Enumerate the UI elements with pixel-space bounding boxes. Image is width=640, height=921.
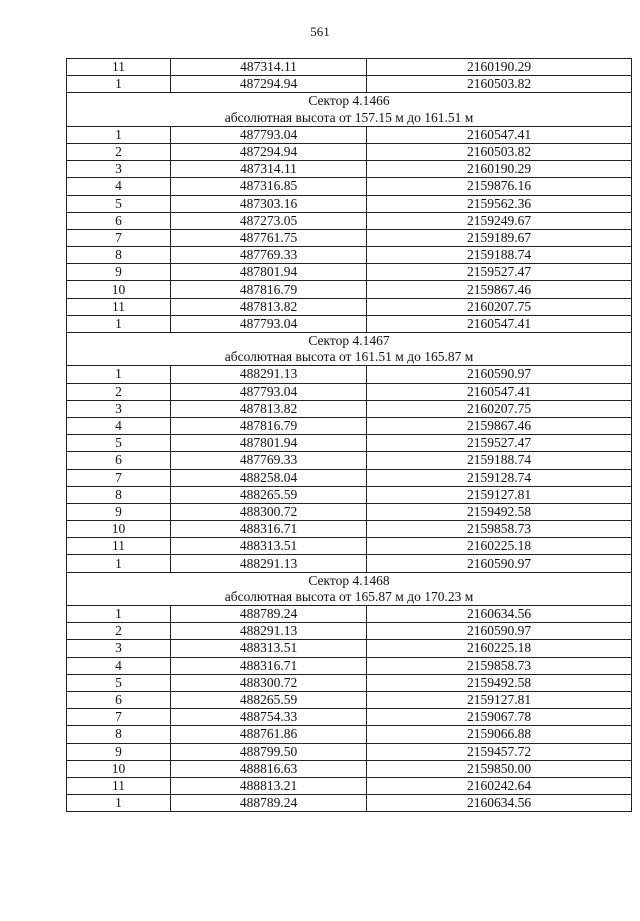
table-row: [67, 777, 632, 794]
point-number-cell: 6: [67, 212, 171, 229]
x-coordinate-cell: 488291.13: [171, 366, 367, 383]
y-coordinate-cell: 2160547.41: [367, 383, 632, 400]
table-row: [67, 538, 632, 555]
point-number-cell: 3: [67, 161, 171, 178]
sector-title: Сектор 4.1468: [67, 572, 632, 589]
point-number-cell: 9: [67, 743, 171, 760]
x-coordinate-cell: 488300.72: [171, 674, 367, 691]
table-row: [67, 281, 632, 298]
point-number-cell: 5: [67, 195, 171, 212]
y-coordinate-cell: 2159562.36: [367, 195, 632, 212]
y-coordinate-cell: 2160634.56: [367, 606, 632, 623]
table-row: [67, 59, 632, 76]
y-coordinate-cell: 2160503.82: [367, 76, 632, 93]
y-coordinate-cell: 2159876.16: [367, 178, 632, 195]
table-row: [67, 178, 632, 195]
point-number-cell: 10: [67, 521, 171, 538]
x-coordinate-cell: 487816.79: [171, 417, 367, 434]
y-coordinate-cell: 2160190.29: [367, 59, 632, 76]
y-coordinate-cell: 2159066.88: [367, 726, 632, 743]
x-coordinate-cell: 488291.13: [171, 555, 367, 572]
point-number-cell: 2: [67, 143, 171, 160]
point-number-cell: 11: [67, 298, 171, 315]
y-coordinate-cell: 2159858.73: [367, 657, 632, 674]
point-number-cell: 6: [67, 452, 171, 469]
point-number-cell: 1: [67, 795, 171, 812]
table-row: [67, 521, 632, 538]
point-number-cell: 10: [67, 281, 171, 298]
point-number-cell: 1: [67, 555, 171, 572]
table-row: [67, 674, 632, 691]
point-number-cell: 5: [67, 674, 171, 691]
table-row: [67, 264, 632, 281]
sector-altitude-range: абсолютная высота от 161.51 м до 165.87 м: [67, 349, 632, 366]
table-row: [67, 640, 632, 657]
x-coordinate-cell: 487793.04: [171, 383, 367, 400]
x-coordinate-cell: 488816.63: [171, 760, 367, 777]
y-coordinate-cell: 2159249.67: [367, 212, 632, 229]
y-coordinate-cell: 2160225.18: [367, 640, 632, 657]
table-row: [67, 709, 632, 726]
sector-title-row: [67, 572, 632, 589]
y-coordinate-cell: 2159527.47: [367, 435, 632, 452]
x-coordinate-cell: 488265.59: [171, 691, 367, 708]
point-number-cell: 11: [67, 777, 171, 794]
x-coordinate-cell: 487303.16: [171, 195, 367, 212]
table-row: [67, 383, 632, 400]
coordinates-table-body: [67, 59, 632, 812]
table-row: [67, 795, 632, 812]
sector-title: Сектор 4.1466: [67, 93, 632, 110]
y-coordinate-cell: 2160590.97: [367, 366, 632, 383]
point-number-cell: 3: [67, 400, 171, 417]
x-coordinate-cell: 487813.82: [171, 298, 367, 315]
x-coordinate-cell: 487294.94: [171, 143, 367, 160]
x-coordinate-cell: 487813.82: [171, 400, 367, 417]
y-coordinate-cell: 2159188.74: [367, 452, 632, 469]
point-number-cell: 6: [67, 691, 171, 708]
point-number-cell: 1: [67, 76, 171, 93]
x-coordinate-cell: 487793.04: [171, 315, 367, 332]
table-row: [67, 315, 632, 332]
y-coordinate-cell: 2160207.75: [367, 298, 632, 315]
y-coordinate-cell: 2160242.64: [367, 777, 632, 794]
x-coordinate-cell: 488313.51: [171, 640, 367, 657]
point-number-cell: 4: [67, 178, 171, 195]
y-coordinate-cell: 2159067.78: [367, 709, 632, 726]
table-row: [67, 486, 632, 503]
point-number-cell: 11: [67, 59, 171, 76]
x-coordinate-cell: 487801.94: [171, 435, 367, 452]
point-number-cell: 1: [67, 126, 171, 143]
x-coordinate-cell: 487761.75: [171, 229, 367, 246]
table-row: [67, 126, 632, 143]
x-coordinate-cell: 487316.85: [171, 178, 367, 195]
point-number-cell: 8: [67, 247, 171, 264]
y-coordinate-cell: 2159189.67: [367, 229, 632, 246]
x-coordinate-cell: 488754.33: [171, 709, 367, 726]
point-number-cell: 4: [67, 417, 171, 434]
y-coordinate-cell: 2160547.41: [367, 315, 632, 332]
sector-subtitle-row: [67, 349, 632, 366]
table-row: [67, 161, 632, 178]
x-coordinate-cell: 487769.33: [171, 247, 367, 264]
x-coordinate-cell: 488789.24: [171, 795, 367, 812]
table-row: [67, 503, 632, 520]
point-number-cell: 4: [67, 657, 171, 674]
x-coordinate-cell: 488789.24: [171, 606, 367, 623]
y-coordinate-cell: 2159858.73: [367, 521, 632, 538]
table-row: [67, 435, 632, 452]
x-coordinate-cell: 487273.05: [171, 212, 367, 229]
point-number-cell: 7: [67, 469, 171, 486]
table-row: [67, 400, 632, 417]
table-row: [67, 691, 632, 708]
table-row: [67, 76, 632, 93]
y-coordinate-cell: 2159492.58: [367, 674, 632, 691]
y-coordinate-cell: 2160634.56: [367, 795, 632, 812]
point-number-cell: 1: [67, 315, 171, 332]
sector-subtitle-row: [67, 589, 632, 606]
y-coordinate-cell: 2159128.74: [367, 469, 632, 486]
point-number-cell: 9: [67, 264, 171, 281]
y-coordinate-cell: 2160590.97: [367, 623, 632, 640]
y-coordinate-cell: 2159492.58: [367, 503, 632, 520]
point-number-cell: 2: [67, 623, 171, 640]
x-coordinate-cell: 487801.94: [171, 264, 367, 281]
page-number: 561: [310, 24, 330, 39]
sector-title-row: [67, 93, 632, 110]
table-row: [67, 452, 632, 469]
y-coordinate-cell: 2159457.72: [367, 743, 632, 760]
x-coordinate-cell: 488258.04: [171, 469, 367, 486]
x-coordinate-cell: 488291.13: [171, 623, 367, 640]
y-coordinate-cell: 2159127.81: [367, 691, 632, 708]
y-coordinate-cell: 2160590.97: [367, 555, 632, 572]
table-row: [67, 417, 632, 434]
point-number-cell: 1: [67, 366, 171, 383]
point-number-cell: 7: [67, 709, 171, 726]
table-row: [67, 247, 632, 264]
table-row: [67, 229, 632, 246]
y-coordinate-cell: 2160503.82: [367, 143, 632, 160]
table-row: [67, 743, 632, 760]
y-coordinate-cell: 2159867.46: [367, 281, 632, 298]
point-number-cell: 8: [67, 726, 171, 743]
x-coordinate-cell: 487314.11: [171, 161, 367, 178]
coordinates-table: [66, 58, 632, 812]
table-row: [67, 623, 632, 640]
table-row: [67, 212, 632, 229]
y-coordinate-cell: 2159127.81: [367, 486, 632, 503]
table-row: [67, 298, 632, 315]
x-coordinate-cell: 488799.50: [171, 743, 367, 760]
point-number-cell: 1: [67, 606, 171, 623]
x-coordinate-cell: 487793.04: [171, 126, 367, 143]
sector-altitude-range: абсолютная высота от 165.87 м до 170.23 м: [67, 589, 632, 606]
y-coordinate-cell: 2160207.75: [367, 400, 632, 417]
x-coordinate-cell: 488316.71: [171, 657, 367, 674]
point-number-cell: 9: [67, 503, 171, 520]
y-coordinate-cell: 2159850.00: [367, 760, 632, 777]
table-row: [67, 366, 632, 383]
point-number-cell: 8: [67, 486, 171, 503]
y-coordinate-cell: 2160225.18: [367, 538, 632, 555]
point-number-cell: 5: [67, 435, 171, 452]
x-coordinate-cell: 487816.79: [171, 281, 367, 298]
sector-title: Сектор 4.1467: [67, 333, 632, 350]
x-coordinate-cell: 488313.51: [171, 538, 367, 555]
y-coordinate-cell: 2159527.47: [367, 264, 632, 281]
table-row: [67, 195, 632, 212]
y-coordinate-cell: 2160547.41: [367, 126, 632, 143]
x-coordinate-cell: 488316.71: [171, 521, 367, 538]
sector-altitude-range: абсолютная высота от 157.15 м до 161.51 м: [67, 110, 632, 127]
point-number-cell: 7: [67, 229, 171, 246]
x-coordinate-cell: 488813.21: [171, 777, 367, 794]
table-row: [67, 555, 632, 572]
x-coordinate-cell: 487294.94: [171, 76, 367, 93]
y-coordinate-cell: 2160190.29: [367, 161, 632, 178]
x-coordinate-cell: 488761.86: [171, 726, 367, 743]
table-row: [67, 726, 632, 743]
x-coordinate-cell: 487769.33: [171, 452, 367, 469]
point-number-cell: 3: [67, 640, 171, 657]
table-row: [67, 657, 632, 674]
table-row: [67, 469, 632, 486]
table-row: [67, 606, 632, 623]
sector-title-row: [67, 333, 632, 350]
table-row: [67, 760, 632, 777]
x-coordinate-cell: 488300.72: [171, 503, 367, 520]
x-coordinate-cell: 488265.59: [171, 486, 367, 503]
y-coordinate-cell: 2159867.46: [367, 417, 632, 434]
point-number-cell: 10: [67, 760, 171, 777]
point-number-cell: 2: [67, 383, 171, 400]
x-coordinate-cell: 487314.11: [171, 59, 367, 76]
y-coordinate-cell: 2159188.74: [367, 247, 632, 264]
sector-subtitle-row: [67, 110, 632, 127]
table-row: [67, 143, 632, 160]
point-number-cell: 11: [67, 538, 171, 555]
